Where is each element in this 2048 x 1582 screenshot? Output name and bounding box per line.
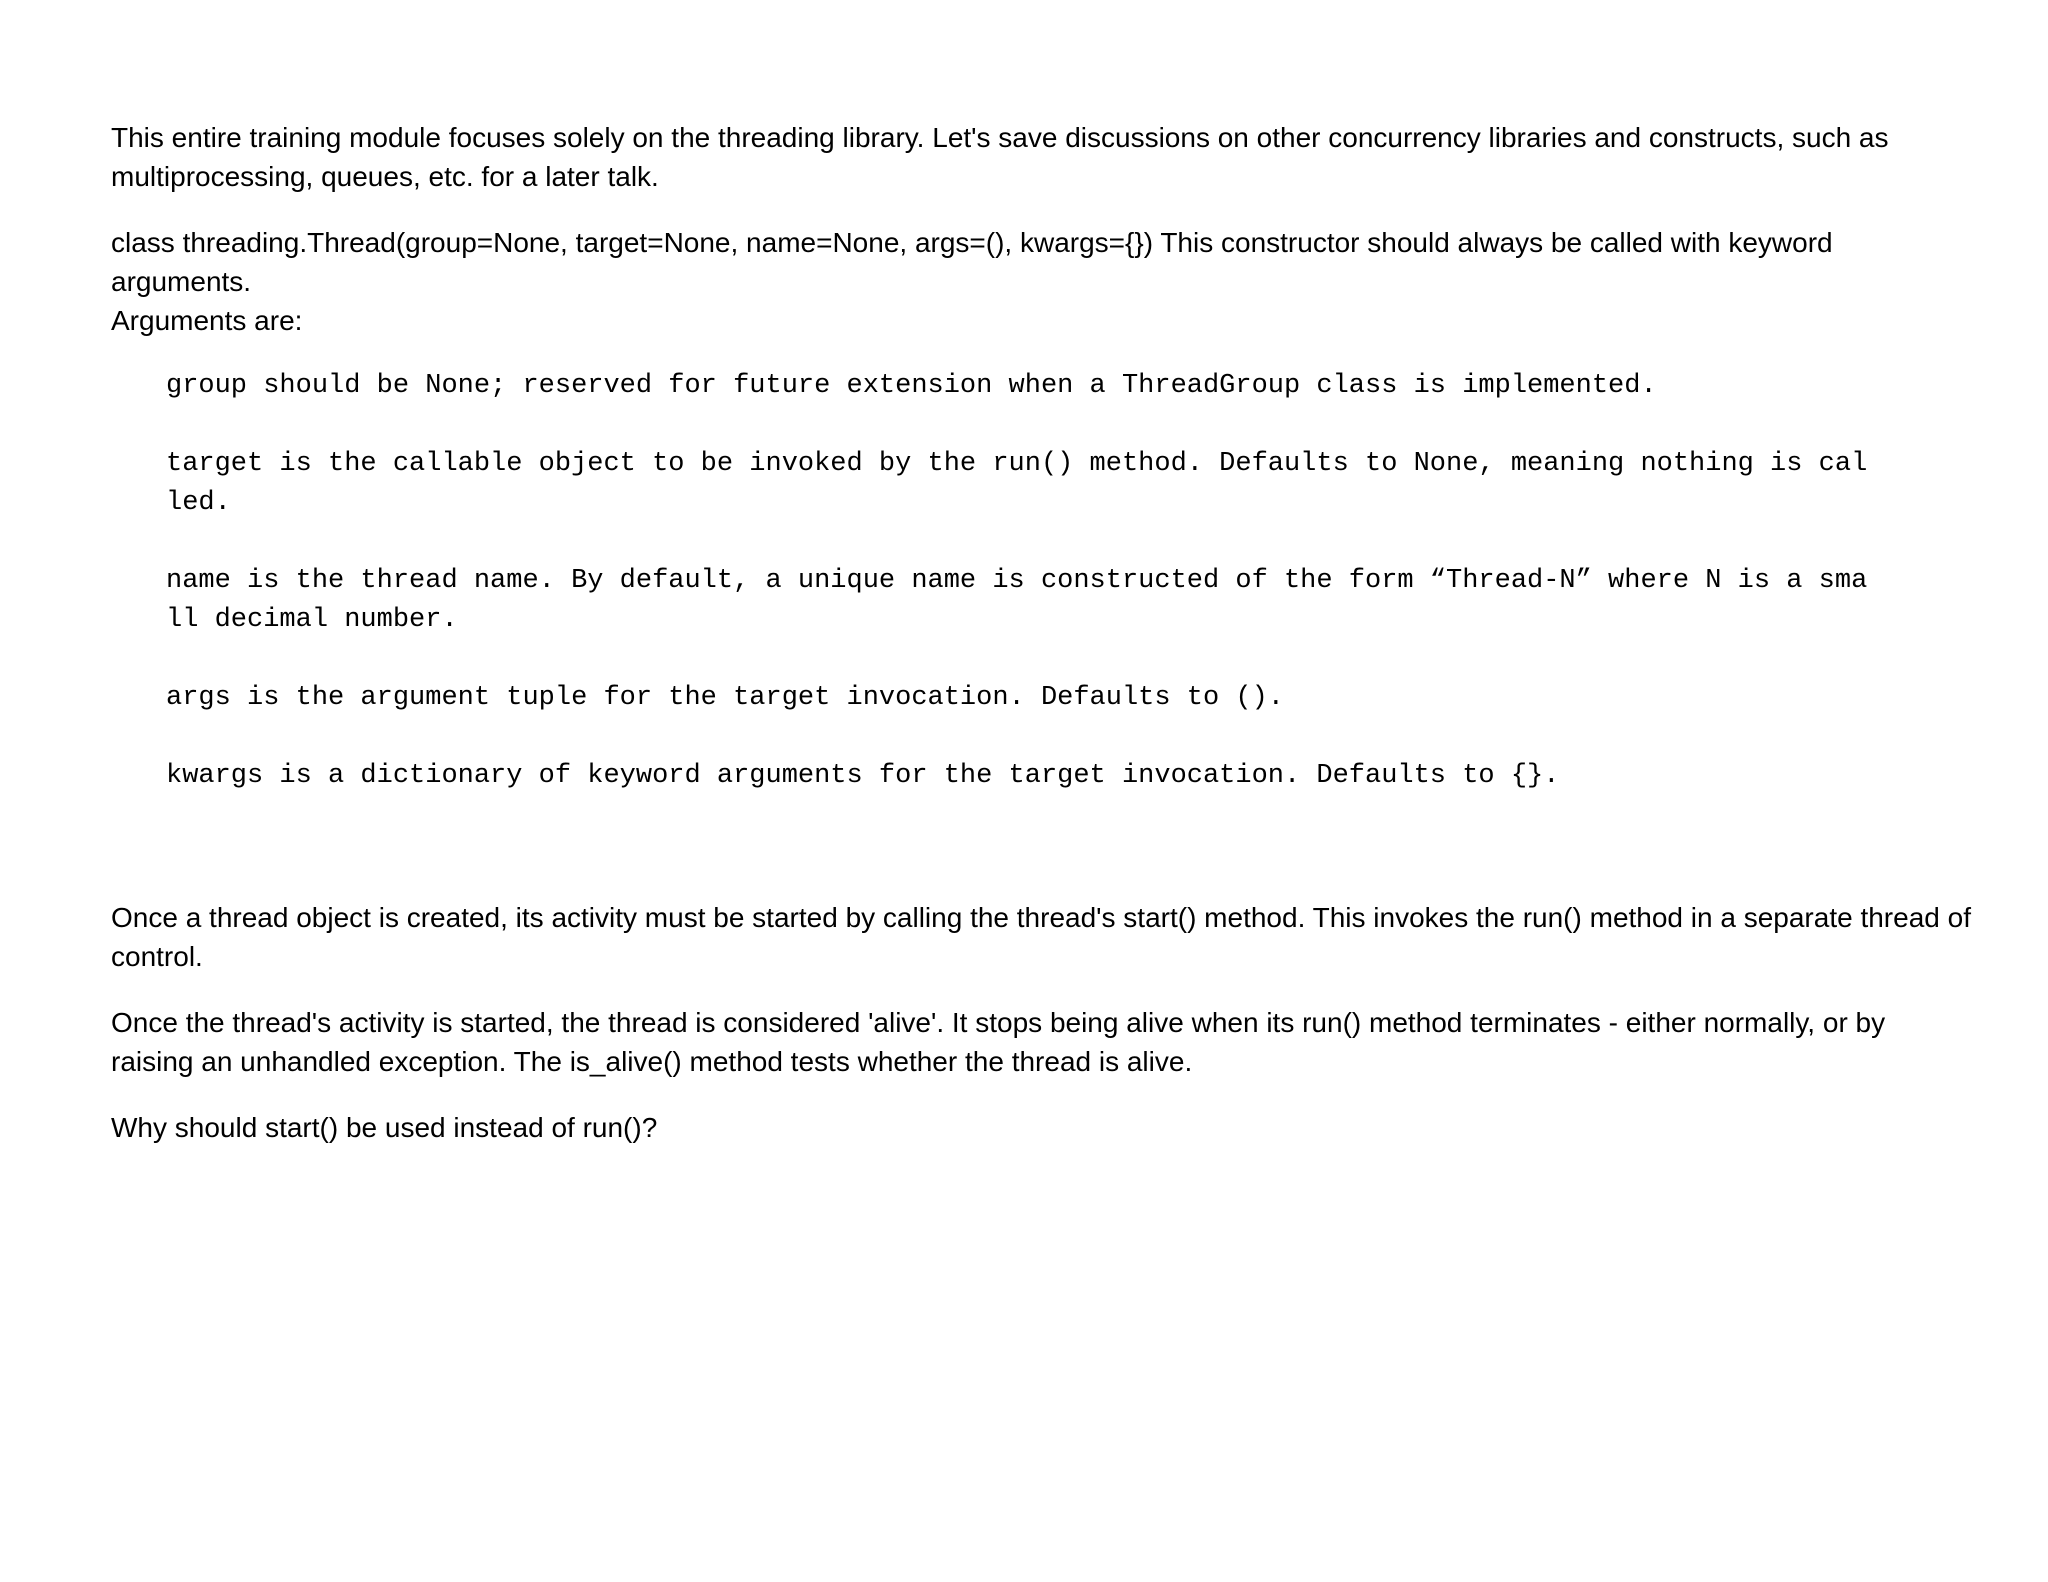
start-line-1: Once a thread object is created, its activity must be started by calling the thread's start() method. This invokes the run() method in a separate thread of [111,902,1971,933]
constructor-paragraph [111,223,1971,340]
code-name-line-2: ll decimal number. [166,605,458,635]
start-line-2: control. [111,941,203,972]
code-name-line-1: name is the thread name. By default, a unique name is constructed of the form “Thread-N” where N is a sma [166,566,1868,596]
code-gap [166,406,1971,445]
code-gap [166,718,1971,757]
question-paragraph: Why should start() be used instead of run()? [111,1112,658,1143]
code-gap [166,523,1971,562]
code-target-line-1: target is the callable object to be invoked by the run() method. Defaults to None, meaning nothing is cal [166,449,1868,479]
code-kwargs-line: kwargs is a dictionary of keyword arguments for the target invocation. Defaults to {}. [166,761,1560,791]
alive-line-1: Once the thread's activity is started, the thread is considered 'alive'. It stops being alive when its run() method terminates - either normally, or by [111,1007,1886,1038]
code-target-line-2: led. [166,488,231,518]
document-page [111,118,1971,1174]
intro-line-2: multiprocessing, queues, etc. for a later talk. [111,161,659,192]
alive-line-2: raising an unhandled exception. The is_alive() method tests whether the thread is alive. [111,1046,1193,1077]
code-group-line: group should be None; reserved for future extension when a ThreadGroup class is implemented. [166,371,1657,401]
code-args-line: args is the argument tuple for the target invocation. Defaults to (). [166,683,1284,713]
constructor-line-2: Arguments are: [111,305,303,336]
start-paragraph [111,898,1971,976]
arguments-code-block [166,367,1971,796]
intro-line-1: This entire training module focuses solely on the threading library. Let's save discussions on other concurrency libraries and constructs, such as [111,122,1889,153]
code-gap [166,640,1971,679]
alive-paragraph [111,1003,1971,1081]
constructor-line-1: class threading.Thread(group=None, target=None, name=None, args=(), kwargs={}) This constructor should always be called with keyword arguments. [111,227,1833,297]
intro-paragraph [111,118,1971,196]
